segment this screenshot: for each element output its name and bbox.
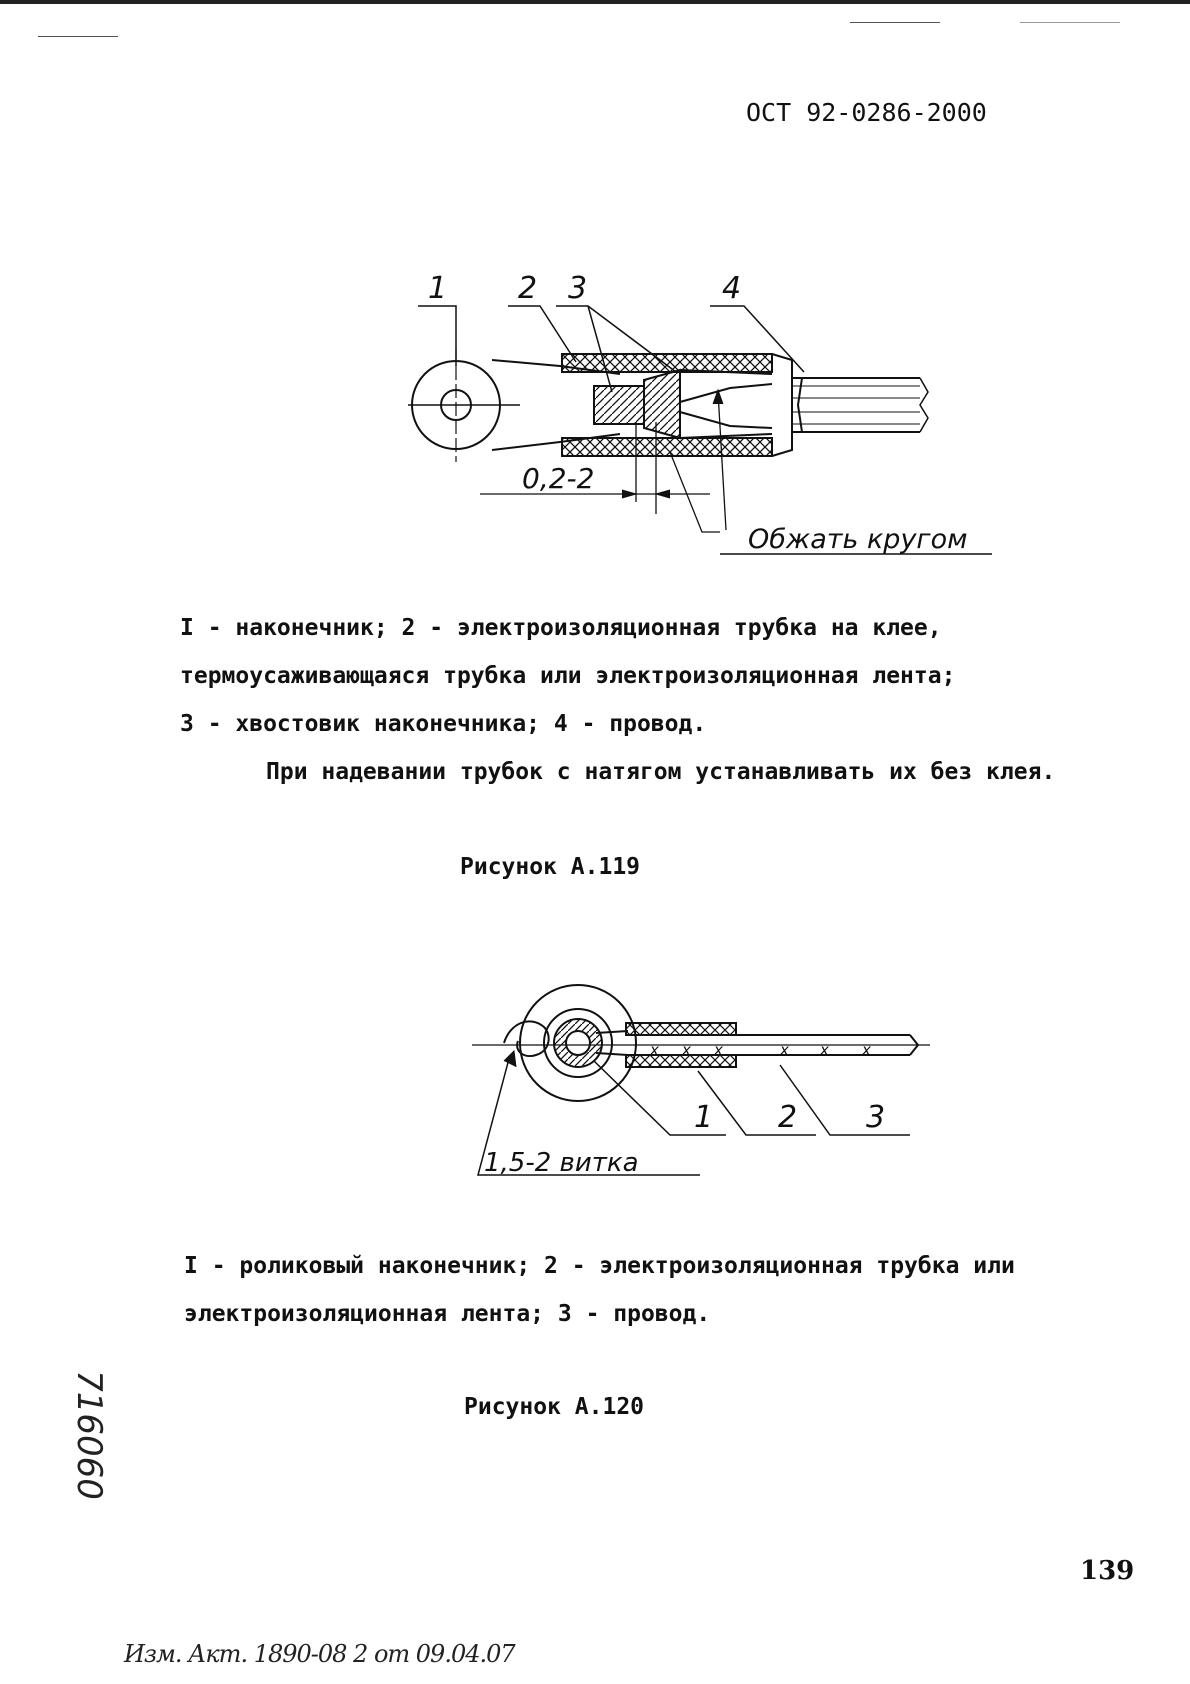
svg-text:x: x — [780, 1041, 789, 1059]
svg-text:x: x — [650, 1041, 659, 1059]
fig119-label-4: 4 — [722, 271, 742, 306]
caption-119-line-2: термоусаживающаяся трубка или электроизоляционная лента; — [180, 663, 956, 689]
figure-120-title: Рисунок А.120 — [464, 1394, 645, 1420]
fig119-dimension: 0,2-2 — [522, 462, 595, 495]
fig120-label-2: 2 — [778, 1100, 798, 1135]
fig119-label-3: 3 — [568, 271, 588, 306]
svg-text:x: x — [820, 1041, 829, 1059]
svg-text:x: x — [714, 1041, 723, 1059]
caption-120-line-2: электроизоляционная лента; 3 - провод. — [184, 1301, 711, 1327]
fig119-note: Обжать кругом — [748, 524, 968, 555]
fig119-label-1: 1 — [428, 271, 448, 306]
svg-text:x: x — [682, 1041, 691, 1059]
scan-border — [0, 0, 1190, 4]
fig120-label-3: 3 — [866, 1100, 886, 1135]
caption-119-line-3: 3 - хвостовик наконечника; 4 - провод. — [180, 711, 707, 737]
scan-mark — [38, 36, 118, 37]
side-inventory-stamp: 716060 — [68, 1370, 109, 1500]
fig120-label-1: 1 — [694, 1100, 714, 1135]
page-number: 139 — [1080, 1556, 1135, 1586]
caption-119-line-1: I - наконечник; 2 - электроизоляционная трубка на клее, — [180, 615, 942, 641]
figure-119-title: Рисунок А.119 — [460, 854, 641, 880]
bottom-change-note: Изм. Акт. 1890-08 2 от 09.04.07 — [124, 1640, 515, 1668]
figure-120-drawing — [470, 975, 950, 1200]
svg-text:x: x — [862, 1041, 871, 1059]
caption-120-line-1: I - роликовый наконечник; 2 - электроизоляционная трубка или — [184, 1253, 1015, 1279]
caption-119-line-4: При надевании трубок с натягом устанавливать их без клея. — [266, 759, 1056, 785]
fig119-label-2: 2 — [518, 271, 538, 306]
fig120-turns: 1,5-2 витка — [484, 1148, 639, 1178]
document-code: ОСТ 92-0286-2000 — [746, 98, 987, 127]
scan-mark — [850, 22, 940, 23]
figure-119-drawing — [380, 262, 1000, 562]
scan-mark — [1020, 22, 1120, 23]
